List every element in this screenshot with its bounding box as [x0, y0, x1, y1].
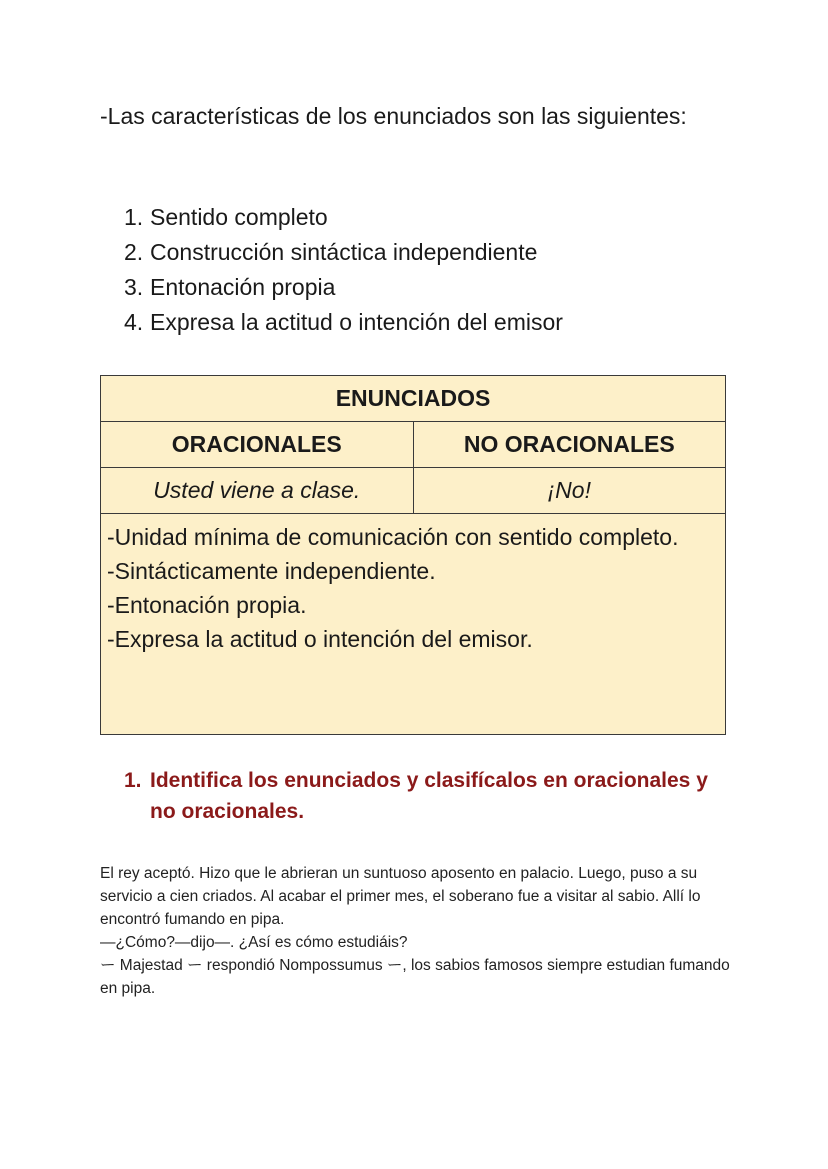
list-number: 1. [124, 204, 144, 230]
story-text [100, 862, 730, 1000]
list-text: Construcción sintáctica independiente [150, 239, 538, 265]
column-header-no-oracionales: NO ORACIONALES [413, 422, 726, 468]
description-line: -Entonación propia. [107, 592, 307, 618]
list-number: 3. [124, 274, 144, 300]
exercise-number: 1. [124, 769, 142, 792]
story-paragraph: —¿Cómo?—dijo—. ¿Así es cómo estudiáis? [100, 934, 408, 951]
table-title: ENUNCIADOS [101, 376, 726, 422]
description-line: -Sintácticamente independiente. [107, 558, 436, 584]
description-cell [101, 514, 726, 735]
example-oracional: Usted viene a clase. [101, 468, 414, 514]
list-text: Sentido completo [150, 204, 328, 230]
list-text: Expresa la actitud o intención del emisor [150, 309, 563, 335]
list-number: 4. [124, 309, 144, 335]
description-line: -Expresa la actitud o intención del emisor. [107, 626, 533, 652]
list-item [124, 235, 563, 270]
exercise-heading [124, 765, 734, 827]
list-item [124, 270, 563, 305]
list-text: Entonación propia [150, 274, 336, 300]
description-line: -Unidad mínima de comunicación con sentido completo. [107, 524, 679, 550]
story-paragraph: ー Majestad ー respondió Nompossumus ー, los sabios famosos siempre estudian fumando en pipa. [100, 957, 730, 997]
enunciados-table [100, 375, 726, 735]
list-item [124, 200, 563, 235]
features-list [124, 200, 563, 340]
list-item [124, 305, 563, 340]
exercise-text: Identifica los enunciados y clasifícalos en oracionales y no oracionales. [150, 769, 708, 823]
list-number: 2. [124, 239, 144, 265]
column-header-oracionales: ORACIONALES [101, 422, 414, 468]
example-no-oracional: ¡No! [413, 468, 726, 514]
story-paragraph: El rey aceptó. Hizo que le abrieran un suntuoso aposento en palacio. Luego, puso a su servicio a cien criados. Al acabar el primer mes, el soberano fue a visitar al sabio. Allí lo encontró fumando en pipa. [100, 865, 701, 928]
intro-paragraph: -Las características de los enunciados son las siguientes: [100, 103, 687, 129]
